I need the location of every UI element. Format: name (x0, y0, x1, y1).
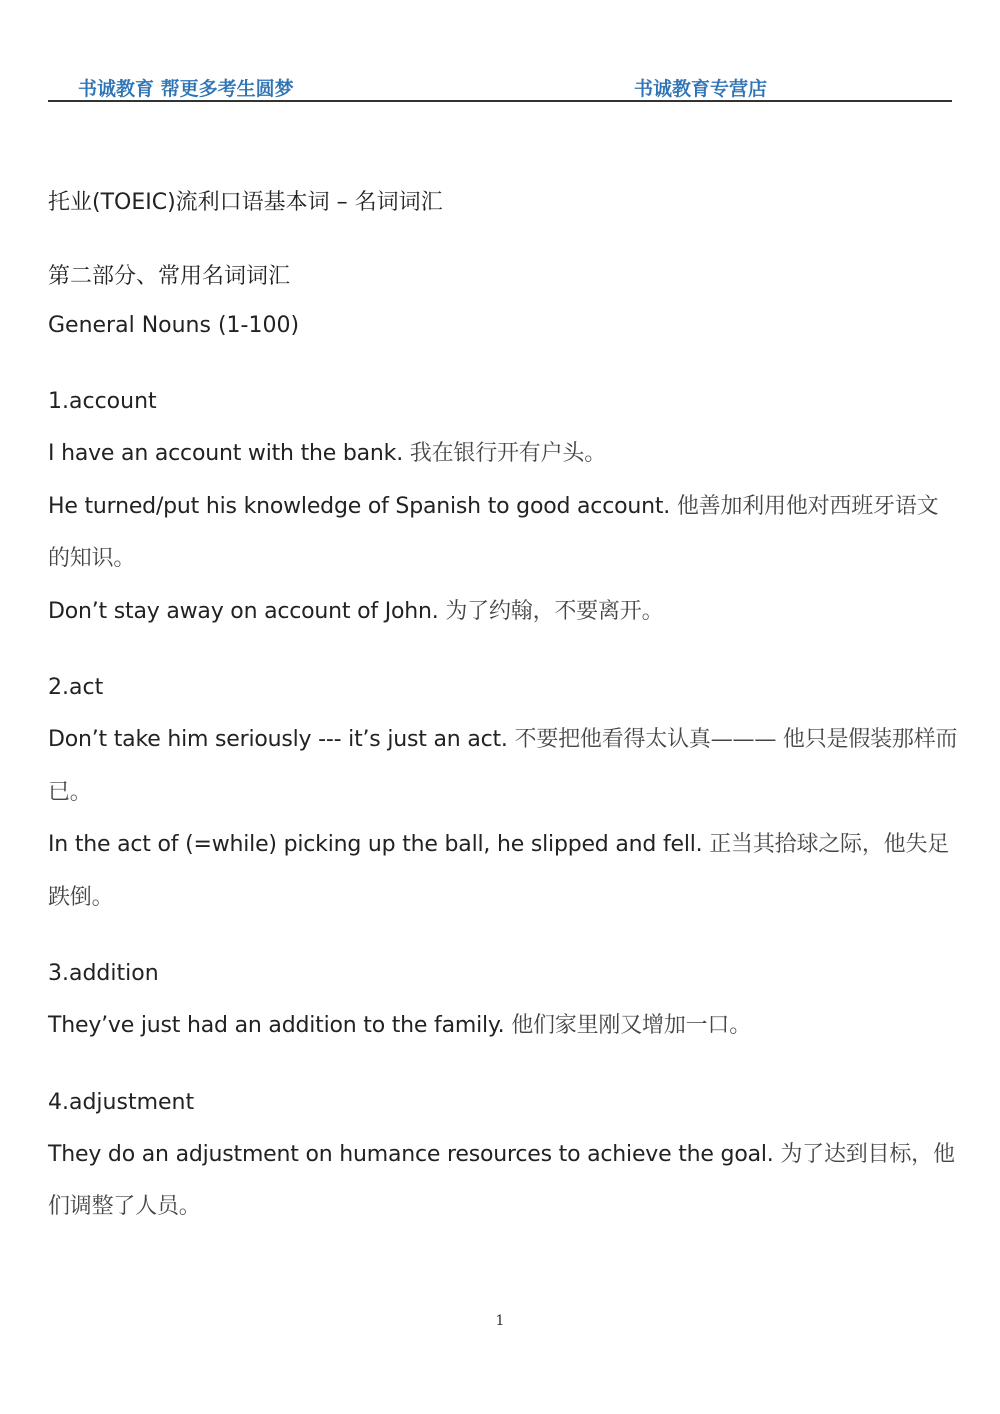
vocab-entry-act (48, 662, 958, 924)
example-sentence (48, 428, 958, 481)
vocab-entry-adjustment (48, 1077, 958, 1234)
example-chinese: 我在银行开有户头。 (409, 441, 606, 466)
example-english: Don’t stay away on account of John. (48, 598, 439, 624)
vocab-word: 3.addition (48, 961, 159, 986)
vocab-entry-addition (48, 948, 958, 1053)
vocab-word: 4.adjustment (48, 1089, 195, 1115)
example-sentence (48, 586, 958, 639)
example-chinese: 为了约翰，不要离开。 (445, 598, 664, 624)
example-english: They do an adjustment on humance resources to achieve the goal. (48, 1141, 774, 1167)
section-english-title: General Nouns (1-100) (48, 313, 300, 338)
example-chinese: 不要把他看得太认真——— 他只是假装那样而已。 (48, 727, 958, 805)
header-left-text: 书诚教育 帮更多考生圆梦 (78, 78, 294, 100)
example-chinese: 为了达到目标，他们调整了人员。 (48, 1141, 955, 1219)
example-sentence (48, 1000, 958, 1053)
example-chinese: 他善加利用他对西班牙语文的知识。 (48, 493, 939, 571)
example-english: I have an account with the bank. (48, 441, 403, 466)
vocab-entry-account (48, 376, 958, 638)
example-sentence (48, 714, 958, 819)
document-title: 托业(TOEIC)流利口语基本词 – 名词词汇 (48, 190, 443, 215)
example-english: In the act of (=while) picking up the ball, he slipped and fell. (48, 832, 703, 857)
example-sentence (48, 1129, 958, 1234)
example-sentence (48, 819, 958, 924)
page-header (48, 72, 952, 102)
example-english: They’ve just had an addition to the family. (48, 1013, 505, 1038)
section-subtitle: 第二部分、常用名词词汇 (48, 264, 291, 289)
example-chinese: 他们家里刚又增加一口。 (511, 1013, 752, 1038)
vocab-word: 1.account (48, 389, 157, 414)
example-english: Don’t take him seriously --- it’s just an act. (48, 727, 508, 752)
example-sentence (48, 481, 958, 586)
page-number: 1 (495, 1313, 505, 1329)
vocab-word: 2.act (48, 675, 104, 700)
example-english: He turned/put his knowledge of Spanish to good account. (48, 493, 671, 519)
header-right-text: 书诚教育专营店 (634, 78, 768, 100)
example-chinese: 正当其拾球之际，他失足跌倒。 (48, 832, 950, 910)
document-body (48, 180, 958, 1258)
